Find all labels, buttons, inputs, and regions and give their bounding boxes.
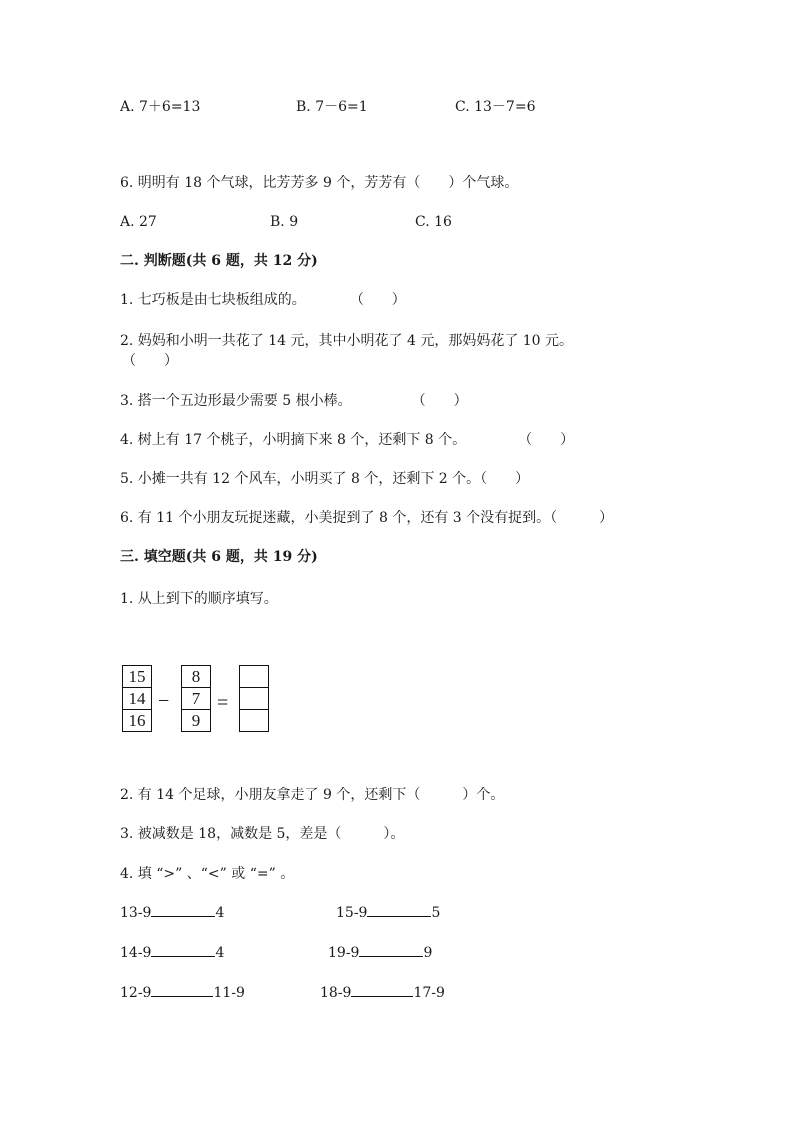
subtrahend-cell: 7 — [182, 688, 210, 710]
q6-option-c: C. 16 — [415, 214, 452, 230]
compare-expr: 4 — [215, 945, 225, 961]
judge-item-5 — [120, 469, 529, 489]
q5-option-c: C. 13－7=6 — [455, 99, 536, 115]
subtrahend-cell: 9 — [191, 711, 201, 730]
answer-cell[interactable] — [240, 710, 268, 731]
section3-title: 三. 填空题(共 6 题，共 19 分) — [120, 549, 318, 565]
judge-item-4 — [120, 430, 574, 450]
answer-blank[interactable] — [151, 956, 215, 957]
compare-row-2-left — [120, 943, 224, 963]
judge-item-1-paren: （ ） — [349, 292, 406, 308]
judge-item-3-paren: （ ） — [411, 393, 468, 409]
compare-expr: 19-9 — [328, 945, 360, 961]
compare-expr: 4 — [215, 905, 225, 921]
equals-sign: = — [217, 692, 229, 714]
judge-item-1-text: 1. 七巧板是由七块板组成的。 — [120, 292, 306, 308]
answer-cell[interactable] — [240, 666, 268, 688]
answer-blank[interactable] — [351, 996, 413, 997]
minuend-cell: 14 — [123, 688, 151, 710]
minuend-cell: 16 — [128, 711, 146, 730]
judge-item-2-paren: （ ） — [122, 353, 178, 369]
compare-expr: 17-9 — [413, 985, 445, 1001]
compare-row-1-left — [120, 903, 224, 923]
subtrahend-cell: 8 — [182, 666, 210, 688]
answer-blank[interactable] — [359, 956, 423, 957]
answer-stack — [239, 665, 269, 732]
q5-option-b: B. 7－6=1 — [296, 99, 368, 115]
fill-item-1: 1. 从上到下的顺序填写。 — [120, 591, 278, 607]
compare-row-1-right — [336, 903, 440, 923]
subtrahend-stack — [181, 665, 211, 732]
answer-cell[interactable] — [240, 688, 268, 710]
compare-row-3-left — [120, 983, 245, 1003]
answer-blank[interactable] — [151, 996, 213, 997]
judge-item-6 — [120, 508, 613, 528]
judge-item-4-text: 4. 树上有 17 个桃子，小明摘下来 8 个，还剩下 8 个。 — [120, 432, 467, 448]
fill-item-3: 3. 被减数是 18，减数是 5，差是（ ）。 — [120, 826, 405, 842]
minuend-stack — [122, 665, 152, 732]
q6-option-a: A. 27 — [120, 214, 157, 230]
compare-expr: 14-9 — [120, 945, 152, 961]
answer-blank[interactable] — [151, 916, 215, 917]
compare-row-2-right — [328, 943, 432, 963]
judge-item-5-text: 5. 小摊一共有 12 个风车，小明买了 8 个，还剩下 2 个。 — [120, 471, 481, 487]
judge-item-6-text: 6. 有 11 个小朋友玩捉迷藏，小美捉到了 8 个，还有 3 个没有捉到。 — [120, 510, 551, 526]
q6-option-b: B. 9 — [270, 214, 299, 230]
judge-item-4-paren: （ ） — [518, 432, 575, 448]
q6-stem: 6. 明明有 18 个气球，比芳芳多 9 个，芳芳有（ ）个气球。 — [120, 175, 519, 191]
q5-option-a: A. 7＋6=13 — [120, 99, 201, 115]
compare-expr: 15-9 — [336, 905, 368, 921]
compare-expr: 5 — [431, 905, 441, 921]
minuend-cell: 15 — [123, 666, 151, 688]
judge-item-3-text: 3. 搭一个五边形最少需要 5 根小棒。 — [120, 393, 352, 409]
fill-item-2: 2. 有 14 个足球，小朋友拿走了 9 个，还剩下（ ）个。 — [120, 787, 505, 803]
minus-sign: − — [158, 690, 170, 712]
section2-title: 二. 判断题(共 6 题，共 12 分) — [120, 253, 318, 269]
judge-item-3 — [120, 391, 468, 411]
judge-item-5-paren: （ ） — [480, 471, 530, 487]
compare-expr: 9 — [423, 945, 433, 961]
compare-expr: 18-9 — [320, 985, 352, 1001]
judge-item-1 — [120, 290, 406, 310]
judge-item-2 — [120, 331, 573, 351]
compare-expr: 13-9 — [120, 905, 152, 921]
compare-expr: 11-9 — [213, 985, 245, 1001]
compare-expr: 12-9 — [120, 985, 152, 1001]
judge-item-2-text: 2. 妈妈和小明一共花了 14 元，其中小明花了 4 元，那妈妈花了 10 元。 — [120, 333, 574, 349]
answer-blank[interactable] — [367, 916, 431, 917]
fill-item-4: 4. 填 “>” 、“<” 或 “=” 。 — [120, 866, 295, 882]
compare-row-3-right — [320, 983, 445, 1003]
judge-item-6-paren: （ ） — [550, 510, 614, 526]
